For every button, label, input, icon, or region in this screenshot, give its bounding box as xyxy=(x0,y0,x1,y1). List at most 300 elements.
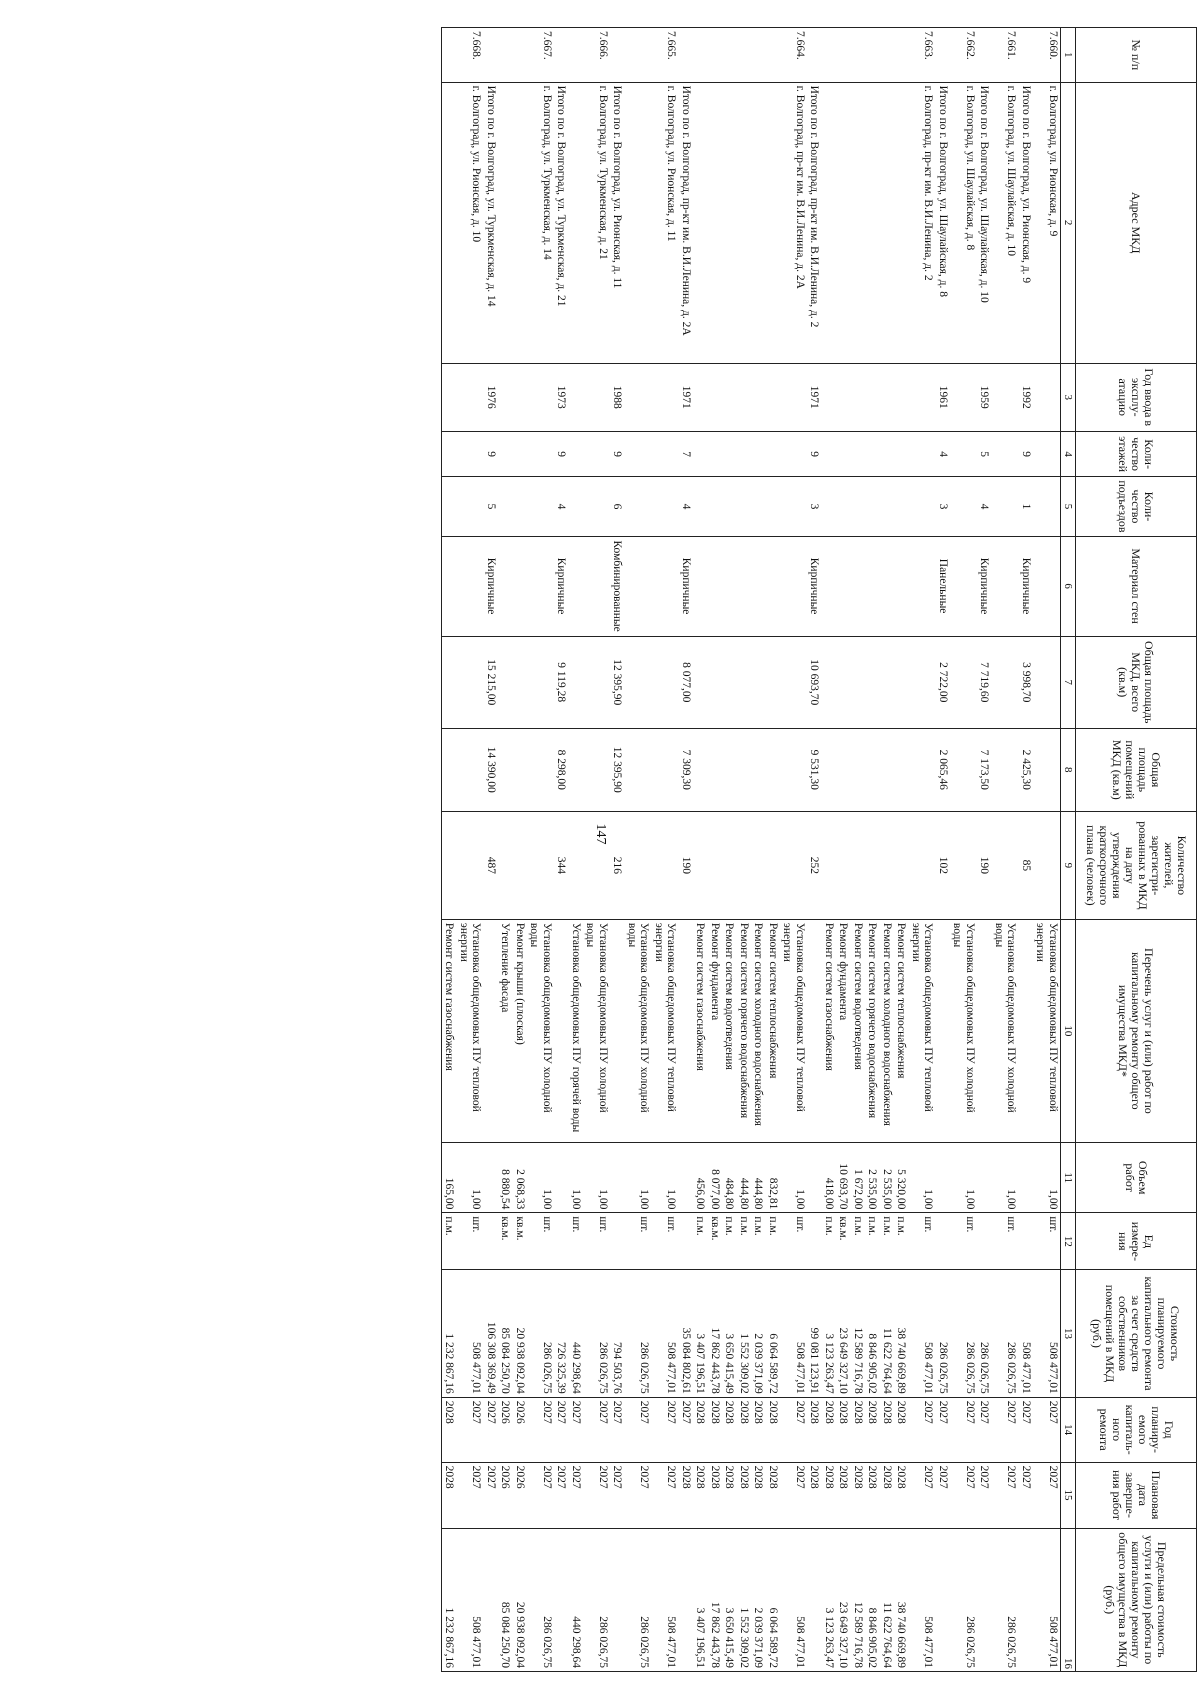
floors-cell: 9 xyxy=(610,431,625,477)
row-number xyxy=(722,28,737,83)
residents-cell xyxy=(836,811,851,919)
completion-date-cell: 2027 xyxy=(950,1462,977,1528)
completion-date-cell: 2028 xyxy=(851,1462,866,1528)
residents-cell xyxy=(894,811,909,919)
column-header: Общая площадь помещений МКД (кв.м) xyxy=(1076,728,1197,811)
column-number: 14 xyxy=(1061,1397,1076,1462)
year-built-cell xyxy=(766,363,781,431)
completion-date-cell: 2026 xyxy=(498,1462,513,1528)
residents-cell: 216 xyxy=(610,811,625,919)
row-number xyxy=(679,28,694,83)
cost-cell: 508 477,01 xyxy=(780,1270,807,1397)
address-cell: г. Волгоград, ул. Рионская, д. 10 xyxy=(457,82,484,363)
address-cell: Итого по г. Волгоград, ул. Туркменская, д. 14 xyxy=(484,82,499,363)
address-cell: г. Волгоград, пр-кт им. В.И.Ленина, д. 2А xyxy=(780,82,807,363)
premises-area-cell xyxy=(442,728,457,811)
floors-cell: 5 xyxy=(977,431,992,477)
address-cell: Итого по г. Волгоград, ул. Рионская, д. 9 xyxy=(1019,82,1034,363)
row-number: 7.668. xyxy=(457,28,484,83)
floors-cell: 9 xyxy=(807,431,822,477)
unit-cell xyxy=(1019,1213,1034,1270)
wall-material-cell: Кирпичные xyxy=(679,536,694,636)
work-volume-cell: 1,00 xyxy=(457,1142,484,1213)
page-number: 147 xyxy=(593,823,608,845)
unit-cell xyxy=(807,1213,822,1270)
column-header: Общая площадь МКД, всего (кв.м) xyxy=(1076,636,1197,728)
year-built-cell xyxy=(457,363,484,431)
column-number: 8 xyxy=(1061,728,1076,811)
work-volume-cell: 484,80 xyxy=(722,1142,737,1213)
year-built-cell xyxy=(822,363,837,431)
entrances-cell xyxy=(780,477,807,536)
wall-material-cell xyxy=(652,536,679,636)
address-cell xyxy=(569,82,584,363)
year-built-cell xyxy=(583,363,610,431)
table-row xyxy=(442,28,457,1672)
entrances-cell xyxy=(865,477,880,536)
completion-date-cell: 2028 xyxy=(766,1462,781,1528)
residents-cell xyxy=(766,811,781,919)
wall-material-cell: Кирпичные xyxy=(554,536,569,636)
max-cost-cell: 286 026,75 xyxy=(527,1528,554,1671)
unit-cell xyxy=(554,1213,569,1270)
residents-cell xyxy=(851,811,866,919)
max-cost-cell: 12 589 716,78 xyxy=(851,1528,866,1671)
premises-area-cell xyxy=(766,728,781,811)
unit-cell: п.м. xyxy=(442,1213,457,1270)
total-row xyxy=(977,28,992,1672)
address-cell: Итого по г. Волгоград, пр-кт им. В.И.Ленина, д. 2 xyxy=(807,82,822,363)
work-type-cell: Ремонт фундамента xyxy=(836,919,851,1142)
max-cost-cell: 23 649 327,10 xyxy=(836,1528,851,1671)
year-built-cell xyxy=(737,363,752,431)
completion-date-cell: 2027 xyxy=(484,1462,499,1528)
column-number: 15 xyxy=(1061,1462,1076,1528)
entrances-cell xyxy=(722,477,737,536)
row-number xyxy=(865,28,880,83)
premises-area-cell xyxy=(527,728,554,811)
floors-cell: 9 xyxy=(484,431,499,477)
total-area-cell xyxy=(836,636,851,728)
wall-material-cell xyxy=(583,536,610,636)
unit-cell xyxy=(679,1213,694,1270)
total-area-cell xyxy=(513,636,528,728)
column-header: Ед измере-ния xyxy=(1076,1213,1197,1270)
completion-date-cell: 2028 xyxy=(807,1462,822,1528)
max-cost-cell: 20 938 092,04 xyxy=(513,1528,528,1671)
work-volume-cell xyxy=(1019,1142,1034,1213)
repair-year-cell: 2028 xyxy=(766,1397,781,1462)
entrances-cell xyxy=(751,477,766,536)
year-built-cell xyxy=(513,363,528,431)
unit-cell xyxy=(936,1213,951,1270)
max-cost-cell: 2 039 371,09 xyxy=(751,1528,766,1671)
completion-date-cell: 2027 xyxy=(909,1462,936,1528)
completion-date-cell: 2028 xyxy=(751,1462,766,1528)
table-row xyxy=(894,28,909,1672)
table-row xyxy=(652,28,679,1672)
row-number xyxy=(1019,28,1034,83)
floors-cell xyxy=(652,431,679,477)
entrances-cell xyxy=(583,477,610,536)
max-cost-cell: 85 084 250,70 xyxy=(498,1528,513,1671)
residents-cell: 190 xyxy=(679,811,694,919)
unit-cell: п.м. xyxy=(693,1213,708,1270)
max-cost-cell: 286 026,75 xyxy=(583,1528,610,1671)
year-built-cell xyxy=(851,363,866,431)
work-volume-cell: 2 535,00 xyxy=(865,1142,880,1213)
total-area-cell xyxy=(950,636,977,728)
table-row xyxy=(693,28,708,1672)
work-volume-cell xyxy=(936,1142,951,1213)
entrances-cell xyxy=(836,477,851,536)
max-cost-cell: 508 477,01 xyxy=(457,1528,484,1671)
wall-material-cell xyxy=(851,536,866,636)
column-number: 5 xyxy=(1061,477,1076,536)
cost-cell: 6 064 589,72 xyxy=(766,1270,781,1397)
year-built-cell: 1988 xyxy=(610,363,625,431)
year-built-cell xyxy=(442,363,457,431)
repair-year-cell: 2027 xyxy=(992,1397,1019,1462)
entrances-cell xyxy=(737,477,752,536)
address-cell xyxy=(498,82,513,363)
premises-area-cell xyxy=(909,728,936,811)
wall-material-cell xyxy=(822,536,837,636)
cost-cell: 286 026,75 xyxy=(583,1270,610,1397)
work-volume-cell: 1,00 xyxy=(1033,1142,1061,1213)
cost-cell: 12 589 716,78 xyxy=(851,1270,866,1397)
column-number: 13 xyxy=(1061,1270,1076,1397)
table-row xyxy=(780,28,807,1672)
unit-cell: п.м. xyxy=(722,1213,737,1270)
cost-cell: 3 123 263,47 xyxy=(822,1270,837,1397)
cost-cell: 508 477,01 xyxy=(652,1270,679,1397)
work-type-cell: Установка общедомовых ПУ холодной воды xyxy=(992,919,1019,1142)
capital-repair-table xyxy=(441,27,1197,1672)
floors-cell xyxy=(513,431,528,477)
year-built-cell: 1992 xyxy=(1019,363,1034,431)
unit-cell: шт. xyxy=(583,1213,610,1270)
work-type-cell: Ремонт крыши (плоская) xyxy=(513,919,528,1142)
table-row xyxy=(737,28,752,1672)
work-volume-cell: 1,00 xyxy=(569,1142,584,1213)
wall-material-cell: Кирпичные xyxy=(1019,536,1034,636)
unit-cell: п.м. xyxy=(822,1213,837,1270)
repair-year-cell: 2028 xyxy=(722,1397,737,1462)
repair-year-cell: 2027 xyxy=(936,1397,951,1462)
work-volume-cell xyxy=(679,1142,694,1213)
unit-cell: кв.м. xyxy=(513,1213,528,1270)
total-area-cell xyxy=(894,636,909,728)
premises-area-cell xyxy=(836,728,851,811)
total-area-cell xyxy=(822,636,837,728)
repair-year-cell: 2027 xyxy=(457,1397,484,1462)
address-cell: Итого по г. Волгоград, ул. Туркменская, д. 21 xyxy=(554,82,569,363)
row-number: 7.665. xyxy=(652,28,679,83)
repair-year-cell: 2028 xyxy=(822,1397,837,1462)
work-volume-cell: 1,00 xyxy=(992,1142,1019,1213)
column-number: 11 xyxy=(1061,1142,1076,1213)
work-type-cell xyxy=(610,919,625,1142)
premises-area-cell xyxy=(625,728,652,811)
max-cost-cell: 6 064 589,72 xyxy=(766,1528,781,1671)
completion-date-cell: 2028 xyxy=(836,1462,851,1528)
entrances-cell xyxy=(693,477,708,536)
floors-cell: 9 xyxy=(554,431,569,477)
total-area-cell xyxy=(722,636,737,728)
floors-cell xyxy=(992,431,1019,477)
work-type-cell: Ремонт систем теплоснабжения xyxy=(766,919,781,1142)
completion-date-cell: 2028 xyxy=(693,1462,708,1528)
row-number xyxy=(766,28,781,83)
max-cost-cell: 38 740 669,89 xyxy=(894,1528,909,1671)
wall-material-cell: Кирпичные xyxy=(977,536,992,636)
work-type-cell: Ремонт систем теплоснабжения xyxy=(894,919,909,1142)
column-number: 9 xyxy=(1061,811,1076,919)
residents-cell xyxy=(865,811,880,919)
work-type-cell xyxy=(936,919,951,1142)
premises-area-cell: 7 173,50 xyxy=(977,728,992,811)
total-area-cell: 9 119,28 xyxy=(554,636,569,728)
address-cell: Итого по г. Волгоград, ул. Шаулайская, д. 10 xyxy=(977,82,992,363)
premises-area-cell xyxy=(652,728,679,811)
residents-cell xyxy=(457,811,484,919)
premises-area-cell xyxy=(569,728,584,811)
unit-cell: п.м. xyxy=(737,1213,752,1270)
total-row xyxy=(807,28,822,1672)
premises-area-cell: 2 065,46 xyxy=(936,728,951,811)
premises-area-cell xyxy=(1033,728,1061,811)
column-header: Коли-чество подъездов xyxy=(1076,477,1197,536)
total-area-cell xyxy=(766,636,781,728)
repair-year-cell: 2026 xyxy=(498,1397,513,1462)
row-number xyxy=(751,28,766,83)
year-built-cell: 1976 xyxy=(484,363,499,431)
max-cost-cell: 286 026,75 xyxy=(950,1528,977,1671)
row-number: 7.667. xyxy=(527,28,554,83)
premises-area-cell xyxy=(583,728,610,811)
floors-cell xyxy=(822,431,837,477)
repair-year-cell: 2027 xyxy=(610,1397,625,1462)
floors-cell xyxy=(836,431,851,477)
premises-area-cell: 12 395,90 xyxy=(610,728,625,811)
cost-cell: 11 622 764,64 xyxy=(880,1270,895,1397)
wall-material-cell xyxy=(722,536,737,636)
work-type-cell: Ремонт систем газоснабжения xyxy=(442,919,457,1142)
work-volume-cell: 1,00 xyxy=(583,1142,610,1213)
premises-area-cell xyxy=(751,728,766,811)
year-built-cell: 1971 xyxy=(679,363,694,431)
unit-cell: п.м. xyxy=(751,1213,766,1270)
wall-material-cell: Кирпичные xyxy=(807,536,822,636)
work-type-cell xyxy=(1019,919,1034,1142)
completion-date-cell: 2027 xyxy=(992,1462,1019,1528)
cost-cell: 286 026,75 xyxy=(936,1270,951,1397)
completion-date-cell: 2026 xyxy=(513,1462,528,1528)
cost-cell: 23 649 327,10 xyxy=(836,1270,851,1397)
wall-material-cell xyxy=(1033,536,1061,636)
wall-material-cell xyxy=(737,536,752,636)
total-area-cell xyxy=(737,636,752,728)
max-cost-cell xyxy=(1019,1528,1034,1671)
residents-cell xyxy=(583,811,610,919)
total-row xyxy=(679,28,694,1672)
residents-cell xyxy=(498,811,513,919)
repair-year-cell: 2027 xyxy=(977,1397,992,1462)
address-cell: г. Волгоград, ул. Рионская, д. 9 xyxy=(1033,82,1061,363)
max-cost-cell: 8 846 905,02 xyxy=(865,1528,880,1671)
wall-material-cell xyxy=(693,536,708,636)
column-number: 12 xyxy=(1061,1213,1076,1270)
residents-cell xyxy=(992,811,1019,919)
cost-cell: 794 503,76 xyxy=(610,1270,625,1397)
residents-cell: 487 xyxy=(484,811,499,919)
residents-cell xyxy=(708,811,723,919)
row-number xyxy=(936,28,951,83)
row-number xyxy=(836,28,851,83)
year-built-cell xyxy=(894,363,909,431)
work-volume-cell: 8 077,00 xyxy=(708,1142,723,1213)
floors-cell xyxy=(457,431,484,477)
completion-date-cell: 2027 xyxy=(977,1462,992,1528)
work-volume-cell: 2 535,00 xyxy=(880,1142,895,1213)
total-area-cell xyxy=(693,636,708,728)
entrances-cell: 4 xyxy=(554,477,569,536)
cost-cell: 286 026,75 xyxy=(977,1270,992,1397)
year-built-cell xyxy=(880,363,895,431)
unit-cell: шт. xyxy=(909,1213,936,1270)
cost-cell: 726 325,39 xyxy=(554,1270,569,1397)
table-row xyxy=(722,28,737,1672)
work-volume-cell xyxy=(610,1142,625,1213)
floors-cell xyxy=(569,431,584,477)
address-cell xyxy=(880,82,895,363)
completion-date-cell: 2028 xyxy=(679,1462,694,1528)
row-number xyxy=(977,28,992,83)
residents-cell xyxy=(950,811,977,919)
completion-date-cell: 2028 xyxy=(822,1462,837,1528)
entrances-cell xyxy=(652,477,679,536)
residents-cell: 102 xyxy=(936,811,951,919)
work-type-cell: Установка общедомовых ПУ тепловой энергии xyxy=(1033,919,1061,1142)
total-row xyxy=(936,28,951,1672)
table-row xyxy=(909,28,936,1672)
year-built-cell: 1971 xyxy=(807,363,822,431)
premises-area-cell xyxy=(513,728,528,811)
column-header: Материал стен xyxy=(1076,536,1197,636)
repair-year-cell: 2028 xyxy=(751,1397,766,1462)
completion-date-cell: 2027 xyxy=(625,1462,652,1528)
total-area-cell: 15 215,00 xyxy=(484,636,499,728)
row-number: 7.662. xyxy=(950,28,977,83)
total-area-cell: 12 395,90 xyxy=(610,636,625,728)
repair-year-cell: 2027 xyxy=(950,1397,977,1462)
column-header: Плановая дата заверше-ния работ xyxy=(1076,1462,1197,1528)
premises-area-cell xyxy=(693,728,708,811)
residents-cell xyxy=(822,811,837,919)
premises-area-cell xyxy=(992,728,1019,811)
year-built-cell: 1961 xyxy=(936,363,951,431)
max-cost-cell: 11 622 764,64 xyxy=(880,1528,895,1671)
work-volume-cell: 1,00 xyxy=(527,1142,554,1213)
max-cost-cell: 508 477,01 xyxy=(909,1528,936,1671)
year-built-cell xyxy=(652,363,679,431)
work-volume-cell: 165,00 xyxy=(442,1142,457,1213)
work-type-cell: Установка общедомовых ПУ горячей воды xyxy=(569,919,584,1142)
address-cell xyxy=(708,82,723,363)
work-type-cell: Установка общедомовых ПУ холодной воды xyxy=(625,919,652,1142)
premises-area-cell xyxy=(880,728,895,811)
floors-cell xyxy=(851,431,866,477)
wall-material-cell xyxy=(894,536,909,636)
work-type-cell: Ремонт систем холодного водоснабжения xyxy=(751,919,766,1142)
table-row xyxy=(513,28,528,1672)
cost-cell: 106 308 369,49 xyxy=(484,1270,499,1397)
address-cell: г. Волгоград, ул. Туркменская, д. 21 xyxy=(583,82,610,363)
premises-area-cell xyxy=(894,728,909,811)
work-volume-cell: 2 068,33 xyxy=(513,1142,528,1213)
work-type-cell xyxy=(554,919,569,1142)
total-area-cell xyxy=(625,636,652,728)
premises-area-cell xyxy=(457,728,484,811)
row-number xyxy=(894,28,909,83)
total-area-cell xyxy=(909,636,936,728)
residents-cell: 85 xyxy=(1019,811,1034,919)
entrances-cell xyxy=(894,477,909,536)
unit-cell: кв.м. xyxy=(708,1213,723,1270)
column-header: Количество жителей, зарегистри-рованных в МКД на дату утверждения краткосрочного плана (человек) xyxy=(1076,811,1197,919)
address-cell: г. Волгоград, ул. Туркменская, д. 14 xyxy=(527,82,554,363)
entrances-cell: 1 xyxy=(1019,477,1034,536)
total-area-cell xyxy=(527,636,554,728)
year-built-cell xyxy=(693,363,708,431)
max-cost-cell xyxy=(977,1528,992,1671)
address-cell xyxy=(625,82,652,363)
floors-cell xyxy=(708,431,723,477)
wall-material-cell xyxy=(527,536,554,636)
row-number xyxy=(513,28,528,83)
total-area-cell xyxy=(992,636,1019,728)
entrances-cell xyxy=(569,477,584,536)
floors-cell xyxy=(751,431,766,477)
wall-material-cell: Комбинированные xyxy=(610,536,625,636)
cost-cell: 17 862 443,78 xyxy=(708,1270,723,1397)
completion-date-cell: 2028 xyxy=(894,1462,909,1528)
row-number xyxy=(851,28,866,83)
repair-year-cell: 2027 xyxy=(652,1397,679,1462)
work-volume-cell xyxy=(484,1142,499,1213)
repair-year-cell: 2026 xyxy=(513,1397,528,1462)
row-number xyxy=(708,28,723,83)
wall-material-cell xyxy=(442,536,457,636)
table-row xyxy=(625,28,652,1672)
column-number: 2 xyxy=(1061,82,1076,363)
repair-year-cell: 2028 xyxy=(807,1397,822,1462)
work-volume-cell: 1 672,00 xyxy=(851,1142,866,1213)
repair-year-cell: 2027 xyxy=(679,1397,694,1462)
work-type-cell xyxy=(484,919,499,1142)
entrances-cell xyxy=(457,477,484,536)
completion-date-cell: 2027 xyxy=(583,1462,610,1528)
address-cell xyxy=(513,82,528,363)
table-row xyxy=(498,28,513,1672)
work-type-cell: Утепление фасада xyxy=(498,919,513,1142)
wall-material-cell xyxy=(909,536,936,636)
repair-year-cell: 2027 xyxy=(909,1397,936,1462)
max-cost-cell: 440 298,64 xyxy=(569,1528,584,1671)
repair-year-cell: 2028 xyxy=(836,1397,851,1462)
wall-material-cell xyxy=(766,536,781,636)
